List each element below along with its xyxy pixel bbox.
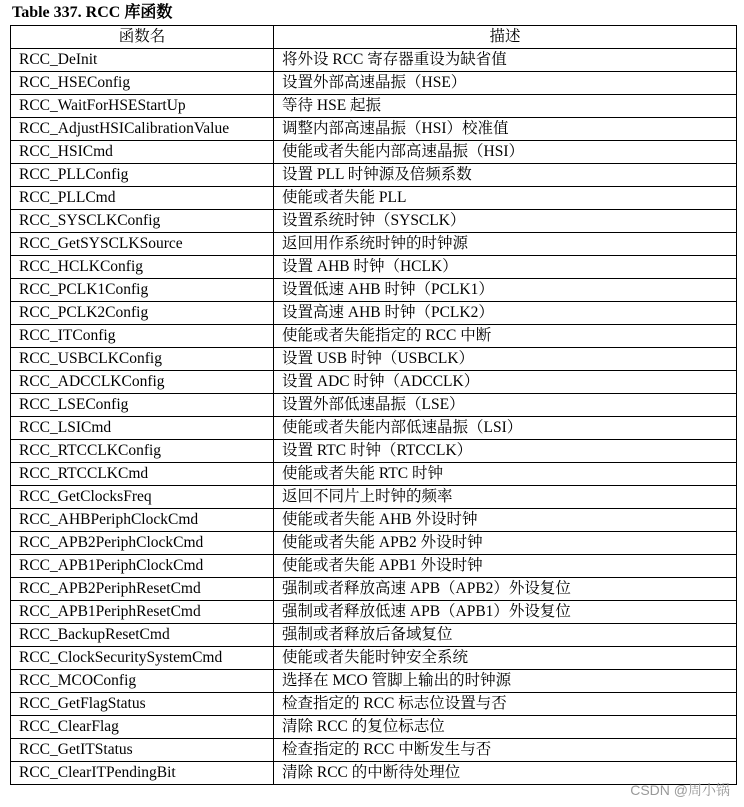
function-name-cell: RCC_LSICmd <box>11 417 274 440</box>
table-row <box>11 647 737 670</box>
table-row <box>11 233 737 256</box>
function-name-cell: RCC_LSEConfig <box>11 394 274 417</box>
function-name-cell: RCC_ClockSecuritySystemCmd <box>11 647 274 670</box>
description-cell: 设置 PLL 时钟源及倍频系数 <box>274 164 737 187</box>
table-row <box>11 555 737 578</box>
description-cell: 设置 USB 时钟（USBCLK） <box>274 348 737 371</box>
watermark: CSDN @周小锅 <box>630 782 730 798</box>
table-row <box>11 118 737 141</box>
table-row <box>11 693 737 716</box>
table-row <box>11 210 737 233</box>
table-row <box>11 417 737 440</box>
table-row <box>11 187 737 210</box>
function-name-cell: RCC_APB1PeriphResetCmd <box>11 601 274 624</box>
function-name-cell: RCC_GetFlagStatus <box>11 693 274 716</box>
description-cell: 强制或者释放高速 APB（APB2）外设复位 <box>274 578 737 601</box>
description-cell: 清除 RCC 的中断待处理位 <box>274 762 737 785</box>
description-cell: 设置系统时钟（SYSCLK） <box>274 210 737 233</box>
table-row <box>11 371 737 394</box>
description-cell: 返回用作系统时钟的时钟源 <box>274 233 737 256</box>
description-cell: 设置 RTC 时钟（RTCCLK） <box>274 440 737 463</box>
table-row <box>11 486 737 509</box>
function-name-cell: RCC_RTCCLKConfig <box>11 440 274 463</box>
description-cell: 强制或者释放后备域复位 <box>274 624 737 647</box>
function-name-cell: RCC_APB1PeriphClockCmd <box>11 555 274 578</box>
header-description: 描述 <box>274 26 737 49</box>
table-row <box>11 739 737 762</box>
table-row <box>11 509 737 532</box>
table-row <box>11 532 737 555</box>
table-row <box>11 49 737 72</box>
table-row <box>11 72 737 95</box>
description-cell: 设置低速 AHB 时钟（PCLK1） <box>274 279 737 302</box>
function-name-cell: RCC_USBCLKConfig <box>11 348 274 371</box>
table-title: Table 337. RCC 库函数 <box>12 4 173 21</box>
description-cell: 设置 ADC 时钟（ADCCLK） <box>274 371 737 394</box>
description-cell: 使能或者失能 APB1 外设时钟 <box>274 555 737 578</box>
table-row <box>11 440 737 463</box>
function-name-cell: RCC_GetSYSCLKSource <box>11 233 274 256</box>
table-header-row <box>11 26 737 49</box>
table-row <box>11 624 737 647</box>
function-name-cell: RCC_ClearITPendingBit <box>11 762 274 785</box>
description-cell: 选择在 MCO 管脚上输出的时钟源 <box>274 670 737 693</box>
table-row <box>11 164 737 187</box>
description-cell: 使能或者失能 APB2 外设时钟 <box>274 532 737 555</box>
function-name-cell: RCC_GetClocksFreq <box>11 486 274 509</box>
description-cell: 使能或者失能 PLL <box>274 187 737 210</box>
table-row <box>11 302 737 325</box>
function-name-cell: RCC_RTCCLKCmd <box>11 463 274 486</box>
description-cell: 使能或者失能内部低速晶振（LSI） <box>274 417 737 440</box>
description-cell: 使能或者失能 AHB 外设时钟 <box>274 509 737 532</box>
function-name-cell: RCC_MCOConfig <box>11 670 274 693</box>
table-row <box>11 601 737 624</box>
description-cell: 使能或者失能 RTC 时钟 <box>274 463 737 486</box>
function-name-cell: RCC_PCLK2Config <box>11 302 274 325</box>
table-row <box>11 95 737 118</box>
description-cell: 使能或者失能内部高速晶振（HSI） <box>274 141 737 164</box>
description-cell: 将外设 RCC 寄存器重设为缺省值 <box>274 49 737 72</box>
table-row <box>11 762 737 785</box>
function-name-cell: RCC_HSEConfig <box>11 72 274 95</box>
table-row <box>11 325 737 348</box>
table-row <box>11 716 737 739</box>
function-name-cell: RCC_AdjustHSICalibrationValue <box>11 118 274 141</box>
description-cell: 设置 AHB 时钟（HCLK） <box>274 256 737 279</box>
function-name-cell: RCC_PCLK1Config <box>11 279 274 302</box>
table-row <box>11 256 737 279</box>
table-row <box>11 394 737 417</box>
description-cell: 检查指定的 RCC 中断发生与否 <box>274 739 737 762</box>
table-row <box>11 463 737 486</box>
function-name-cell: RCC_ITConfig <box>11 325 274 348</box>
function-name-cell: RCC_PLLCmd <box>11 187 274 210</box>
function-name-cell: RCC_PLLConfig <box>11 164 274 187</box>
function-name-cell: RCC_SYSCLKConfig <box>11 210 274 233</box>
function-name-cell: RCC_ClearFlag <box>11 716 274 739</box>
description-cell: 返回不同片上时钟的频率 <box>274 486 737 509</box>
function-name-cell: RCC_ADCCLKConfig <box>11 371 274 394</box>
rcc-function-table <box>10 25 737 785</box>
table-row <box>11 141 737 164</box>
function-name-cell: RCC_BackupResetCmd <box>11 624 274 647</box>
function-name-cell: RCC_DeInit <box>11 49 274 72</box>
description-cell: 等待 HSE 起振 <box>274 95 737 118</box>
description-cell: 使能或者失能指定的 RCC 中断 <box>274 325 737 348</box>
description-cell: 使能或者失能时钟安全系统 <box>274 647 737 670</box>
table-row <box>11 670 737 693</box>
description-cell: 检查指定的 RCC 标志位设置与否 <box>274 693 737 716</box>
description-cell: 设置外部高速晶振（HSE） <box>274 72 737 95</box>
function-name-cell: RCC_APB2PeriphResetCmd <box>11 578 274 601</box>
description-cell: 调整内部高速晶振（HSI）校准值 <box>274 118 737 141</box>
function-name-cell: RCC_HCLKConfig <box>11 256 274 279</box>
header-function-name: 函数名 <box>11 26 274 49</box>
description-cell: 强制或者释放低速 APB（APB1）外设复位 <box>274 601 737 624</box>
table-row <box>11 578 737 601</box>
function-name-cell: RCC_APB2PeriphClockCmd <box>11 532 274 555</box>
function-name-cell: RCC_AHBPeriphClockCmd <box>11 509 274 532</box>
function-name-cell: RCC_HSICmd <box>11 141 274 164</box>
table-row <box>11 279 737 302</box>
table-row <box>11 348 737 371</box>
description-cell: 设置高速 AHB 时钟（PCLK2） <box>274 302 737 325</box>
description-cell: 清除 RCC 的复位标志位 <box>274 716 737 739</box>
description-cell: 设置外部低速晶振（LSE） <box>274 394 737 417</box>
function-name-cell: RCC_WaitForHSEStartUp <box>11 95 274 118</box>
function-name-cell: RCC_GetITStatus <box>11 739 274 762</box>
